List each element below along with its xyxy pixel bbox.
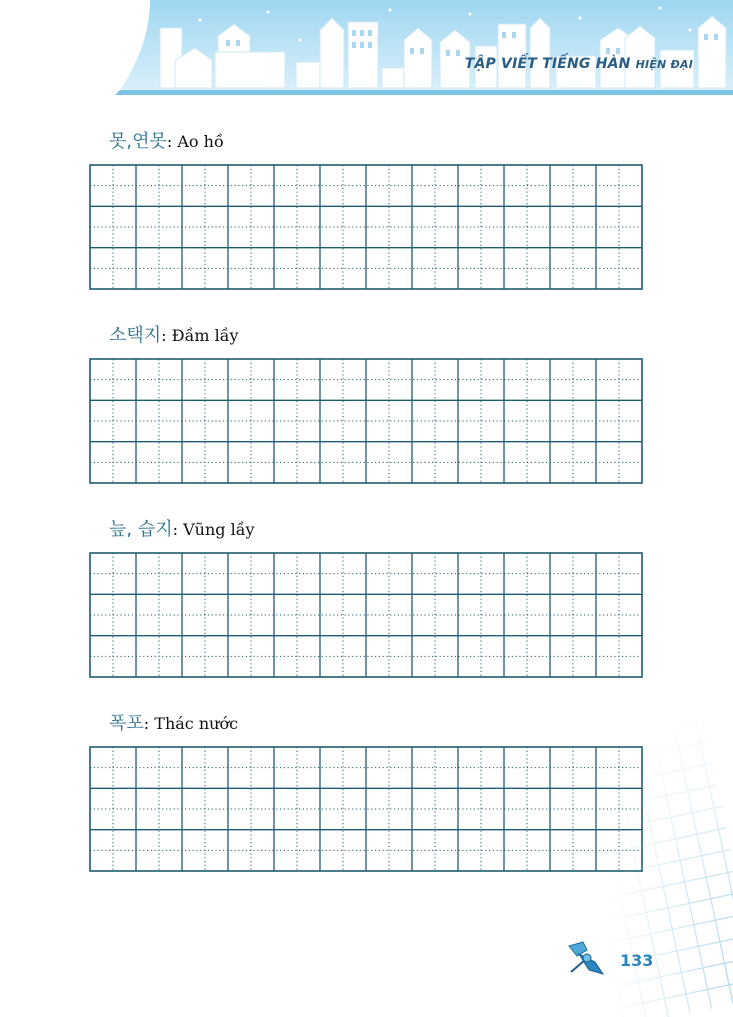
header-banner xyxy=(0,0,733,95)
writing-grid[interactable] xyxy=(89,164,643,290)
vietnamese-meaning: Thác nước xyxy=(154,714,239,733)
korean-word: 늪, 습지 xyxy=(109,519,173,540)
page-number: 133 xyxy=(620,951,654,970)
korean-word: 소택지 xyxy=(109,325,162,346)
korean-word: 폭포 xyxy=(109,713,144,734)
korean-word: 못,연못 xyxy=(109,131,167,152)
section-heading: 폭포: Thác nước xyxy=(109,713,239,734)
writing-grid[interactable] xyxy=(89,552,643,678)
section-heading: 늪, 습지: Vũng lầy xyxy=(109,519,255,540)
vietnamese-meaning: Vũng lầy xyxy=(183,520,255,539)
writing-grid[interactable] xyxy=(89,358,643,484)
header-title-sub: HIỆN ĐẠI xyxy=(635,58,693,71)
section-heading: 못,연못: Ao hồ xyxy=(109,131,224,152)
writing-grid[interactable] xyxy=(89,746,643,872)
vietnamese-meaning: Đầm lầy xyxy=(171,326,239,345)
header-title xyxy=(465,56,693,72)
header-title-main: TẬP VIẾT TIẾNG HÀN xyxy=(464,56,631,72)
pushpin-icon xyxy=(565,936,609,976)
city-skyline-illustration xyxy=(0,0,733,95)
section-heading: 소택지: Đầm lầy xyxy=(109,325,239,346)
vietnamese-meaning: Ao hồ xyxy=(177,132,224,151)
